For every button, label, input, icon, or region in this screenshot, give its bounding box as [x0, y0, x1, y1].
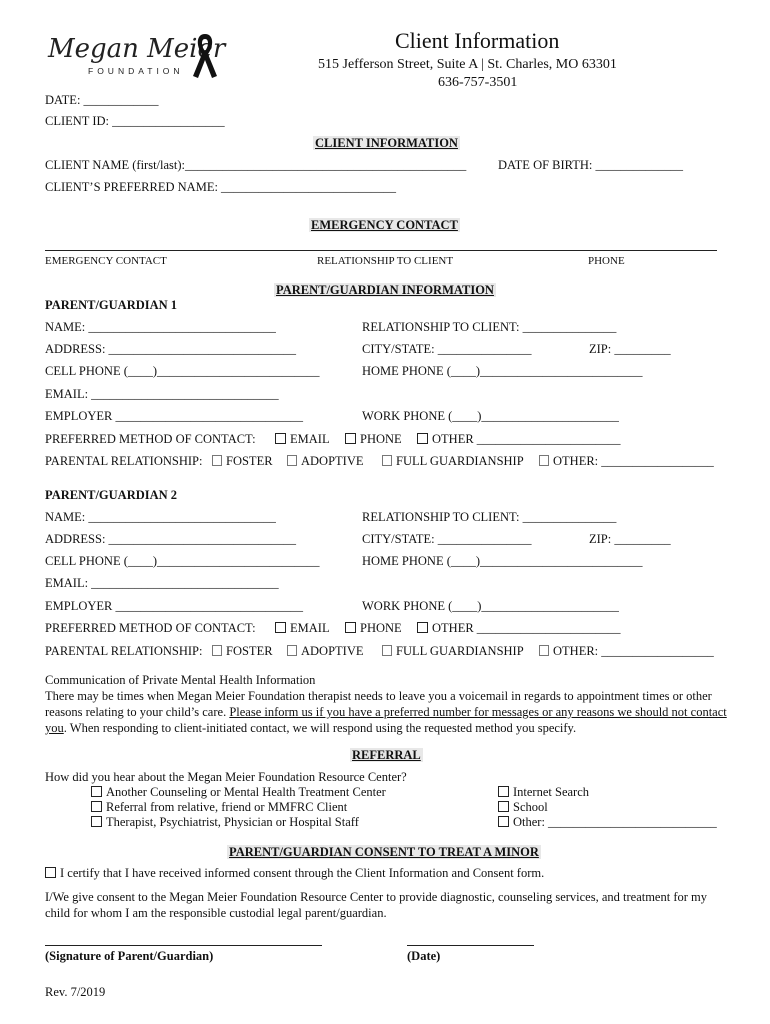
guardian-1-zip-field[interactable]: ZIP: _________ — [589, 342, 671, 356]
guardian-1-preferred-contact-label: PREFERRED METHOD OF CONTACT: — [45, 432, 256, 446]
checkbox-icon — [91, 816, 102, 827]
guardian-2-relationship-type-label: PARENTAL RELATIONSHIP: — [45, 644, 203, 658]
checkbox-icon — [539, 645, 549, 656]
guardian-2-address-field[interactable]: ADDRESS: ______________________________ — [45, 532, 297, 546]
guardian-2-cell-phone-field[interactable]: CELL PHONE (____)__________________________ — [45, 554, 320, 568]
referral-option-other[interactable]: Other: ___________________________ — [498, 815, 717, 830]
guardian-1-work-phone-field[interactable]: WORK PHONE (____)______________________ — [362, 409, 619, 423]
guardian-2-name-field[interactable]: NAME: ______________________________ — [45, 510, 276, 524]
guardian-1-cell-phone-field[interactable]: CELL PHONE (____)__________________________ — [45, 364, 320, 378]
emergency-relationship-label: RELATIONSHIP TO CLIENT — [317, 255, 454, 267]
guardian-2-employer-field[interactable]: EMPLOYER ______________________________ — [45, 599, 303, 613]
referral-option-relative-friend[interactable]: Referral from relative, friend or MMFRC Client — [91, 800, 347, 815]
guardian-1-pref-email-checkbox[interactable]: EMAIL — [275, 432, 330, 447]
checkbox-icon — [287, 645, 297, 656]
checkbox-icon — [498, 786, 509, 797]
checkbox-icon — [382, 455, 392, 466]
guardian-1-email-field[interactable]: EMAIL: ______________________________ — [45, 387, 279, 401]
consent-statement: I/We give consent to the Megan Meier Foundation Resource Center to provide diagnostic, counseling services, and treatment for my child for whom I am the responsible custodial legal parent/guardian. — [45, 890, 708, 920]
guardian-1-other-relationship-checkbox[interactable]: OTHER: __________________ — [539, 454, 714, 469]
guardian-1-pref-other-checkbox[interactable]: OTHER _______________________ — [417, 432, 621, 447]
checkbox-icon — [417, 433, 428, 444]
client-name-field[interactable]: CLIENT NAME (first/last):_____________________________________________ — [45, 158, 467, 172]
guardian-2-city-state-field[interactable]: CITY/STATE: _______________ — [362, 532, 532, 546]
signature-line[interactable] — [45, 945, 322, 946]
guardian-1-relationship-type-label: PARENTAL RELATIONSHIP: — [45, 454, 203, 468]
guardian-1-adoptive-checkbox[interactable]: ADOPTIVE — [287, 454, 364, 469]
consent-heading: PARENT/GUARDIAN CONSENT TO TREAT A MINOR — [229, 845, 539, 859]
org-address: 515 Jefferson Street, Suite A | St. Charles, MO 63301 — [318, 57, 617, 72]
guardian-2-full-guardianship-checkbox[interactable]: FULL GUARDIANSHIP — [382, 644, 524, 659]
checkbox-icon — [212, 455, 222, 466]
referral-option-therapist-physician[interactable]: Therapist, Psychiatrist, Physician or Hospital Staff — [91, 815, 359, 830]
guardian-2-work-phone-field[interactable]: WORK PHONE (____)______________________ — [362, 599, 619, 613]
guardian-2-foster-checkbox[interactable]: FOSTER — [212, 644, 273, 659]
preferred-name-field[interactable]: CLIENT’S PREFERRED NAME: ____________________________ — [45, 180, 397, 194]
guardian-1-address-field[interactable]: ADDRESS: ______________________________ — [45, 342, 297, 356]
guardian-1-employer-field[interactable]: EMPLOYER ______________________________ — [45, 409, 303, 423]
guardian-1-pref-phone-checkbox[interactable]: PHONE — [345, 432, 402, 447]
referral-question: How did you hear about the Megan Meier Foundation Resource Center? — [45, 770, 407, 784]
guardian-2-adoptive-checkbox[interactable]: ADOPTIVE — [287, 644, 364, 659]
guardian-2-pref-other-checkbox[interactable]: OTHER _______________________ — [417, 621, 621, 636]
checkbox-icon — [91, 801, 102, 812]
checkbox-icon — [287, 455, 297, 466]
checkbox-icon — [345, 433, 356, 444]
checkbox-icon — [91, 786, 102, 797]
checkbox-icon — [382, 645, 392, 656]
date-label: (Date) — [407, 949, 441, 963]
guardian-2-label: PARENT/GUARDIAN 2 — [45, 488, 178, 502]
guardian-1-relationship-field[interactable]: RELATIONSHIP TO CLIENT: _______________ — [362, 320, 617, 334]
emergency-contact-name-label: EMERGENCY CONTACT — [45, 255, 167, 267]
guardian-2-preferred-contact-label: PREFERRED METHOD OF CONTACT: — [45, 621, 256, 635]
guardian-2-pref-phone-checkbox[interactable]: PHONE — [345, 621, 402, 636]
guardian-1-home-phone-field[interactable]: HOME PHONE (____)__________________________ — [362, 364, 643, 378]
awareness-ribbon-icon — [190, 30, 220, 82]
logo-main-text: Megan Meier — [48, 34, 226, 64]
checkbox-icon — [212, 645, 222, 656]
communication-title: Communication of Private Mental Health Information — [45, 673, 316, 687]
emergency-contact-line[interactable] — [45, 250, 717, 251]
guardian-1-foster-checkbox[interactable]: FOSTER — [212, 454, 273, 469]
guardian-1-name-field[interactable]: NAME: ______________________________ — [45, 320, 276, 334]
referral-option-counseling-center[interactable]: Another Counseling or Mental Health Treatment Center — [91, 785, 386, 800]
checkbox-icon — [275, 622, 286, 633]
date-line[interactable] — [407, 945, 534, 946]
org-phone: 636-757-3501 — [438, 75, 518, 90]
guardian-2-pref-email-checkbox[interactable]: EMAIL — [275, 621, 330, 636]
guardian-2-zip-field[interactable]: ZIP: _________ — [589, 532, 671, 546]
foundation-logo — [48, 34, 226, 86]
referral-option-school[interactable]: School — [498, 800, 548, 815]
date-of-birth-field[interactable]: DATE OF BIRTH: ______________ — [498, 158, 684, 172]
guardian-2-other-relationship-checkbox[interactable]: OTHER: __________________ — [539, 644, 714, 659]
guardian-2-email-field[interactable]: EMAIL: ______________________________ — [45, 576, 279, 590]
guardian-2-home-phone-field[interactable]: HOME PHONE (____)__________________________ — [362, 554, 643, 568]
referral-heading: REFERRAL — [352, 748, 421, 762]
form-title: Client Information — [395, 28, 560, 53]
checkbox-icon — [275, 433, 286, 444]
date-field[interactable]: DATE: ____________ — [45, 93, 159, 107]
communication-paragraph: There may be times when Megan Meier Foundation therapist needs to leave you a voicemail in regards to appointment times or other reasons relating to your child’s care. Please inform us if you have a preferred number for messages or any reasons we should not contact you. When responding to client-initiated contact, we will respond using the requested method you specify. — [45, 689, 727, 735]
certify-consent-checkbox[interactable]: I certify that I have received informed consent through the Client Information and Consent form. — [45, 866, 544, 881]
logo-sub-text: FOUNDATION — [88, 66, 184, 76]
emergency-contact-heading: EMERGENCY CONTACT — [311, 218, 458, 232]
signature-label: (Signature of Parent/Guardian) — [45, 949, 214, 963]
checkbox-icon — [45, 867, 56, 878]
guardian-1-city-state-field[interactable]: CITY/STATE: _______________ — [362, 342, 532, 356]
guardian-1-full-guardianship-checkbox[interactable]: FULL GUARDIANSHIP — [382, 454, 524, 469]
checkbox-icon — [539, 455, 549, 466]
emergency-phone-label: PHONE — [588, 255, 625, 267]
guardian-2-relationship-field[interactable]: RELATIONSHIP TO CLIENT: _______________ — [362, 510, 617, 524]
parent-guardian-information-heading: PARENT/GUARDIAN INFORMATION — [276, 283, 494, 297]
revision-note: Rev. 7/2019 — [45, 985, 106, 999]
checkbox-icon — [417, 622, 428, 633]
guardian-1-label: PARENT/GUARDIAN 1 — [45, 298, 178, 312]
client-id-field[interactable]: CLIENT ID: __________________ — [45, 114, 225, 128]
referral-option-internet-search[interactable]: Internet Search — [498, 785, 589, 800]
checkbox-icon — [498, 816, 509, 827]
checkbox-icon — [498, 801, 509, 812]
client-information-heading: CLIENT INFORMATION — [315, 136, 458, 150]
checkbox-icon — [345, 622, 356, 633]
